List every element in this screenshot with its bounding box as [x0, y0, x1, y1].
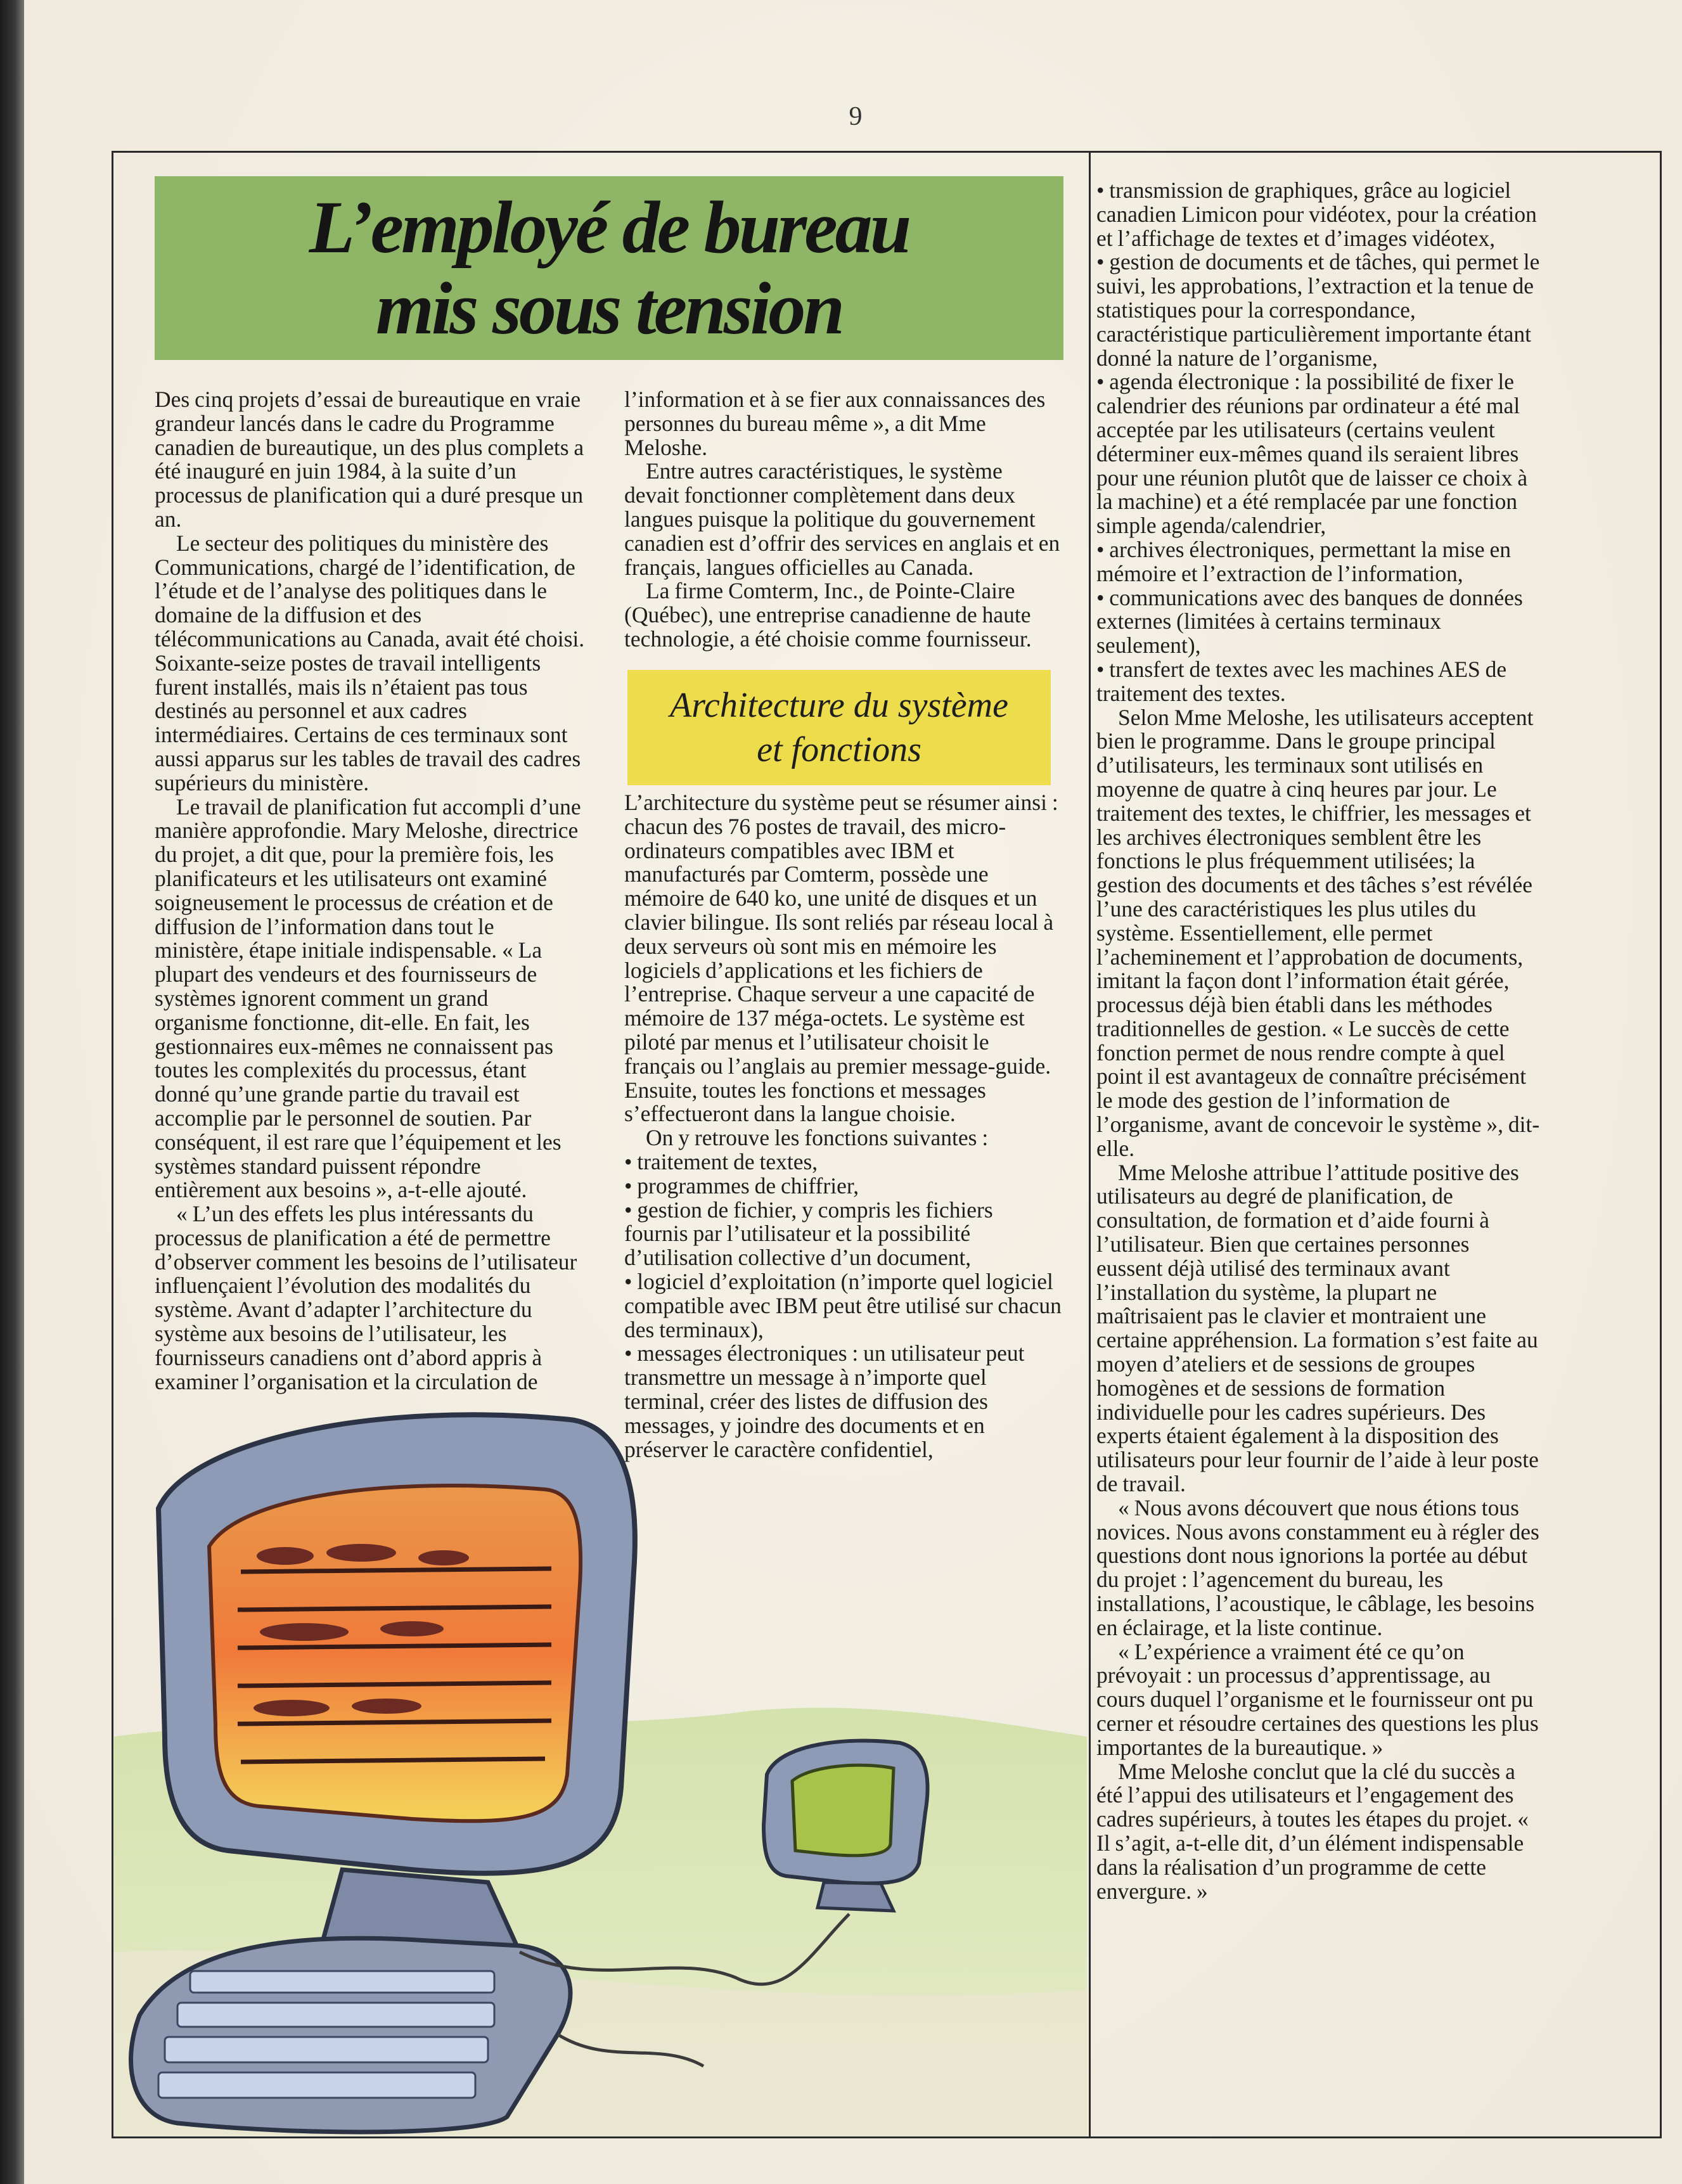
paragraph: Le secteur des politiques du ministère des Communications, chargé de l’identification, de l’étude et de l’analyse des politiques dans le domaine de la diffusion et des télécommunications au Canada, avait été choisi. Soixante-seize postes de travail intelligents furent installés, mais ils n’étaient pas tous destinés au personnel et aux cadres intermédiaires. Certains de ces terminaux sont aussi apparus sur les tables de travail des cadres supérieurs du ministère. — [155, 530, 585, 795]
bullet-item: • gestion de fichier, y compris les fichiers fournis par l’utilisateur et la possibilité d’utilisation collective d’un document, — [624, 1197, 993, 1271]
bullet-item: • transmission de graphiques, grâce au logiciel canadien Limicon pour vidéotex, pour la création et l’affichage de textes et d’images vidéotex, — [1096, 177, 1537, 251]
article-column-1 — [155, 388, 586, 1394]
paragraph: Le travail de planification fut accompli d’une manière approfondie. Mary Meloshe, directrice du projet, a dit que, pour la première fois, les planificateurs et les utilisateurs ont examiné soigneusement le processus de création et de diffusion de l’information dans tout le ministère, étape initiale indispensable. « La plupart des vendeurs et des fournisseurs de systèmes ignorent comment un grand organisme fonctionne, dit-elle. En fait, les gestionnaires eux-mêmes ne connaissent pas toutes les complexités du processus, étant donné qu’une grande partie du travail est accomplie par le personnel de soutien. Par conséquent, il est rare que l’équipement et les systèmes standard puissent répondre entièrement aux besoins », a-t-elle ajouté. — [155, 793, 581, 1203]
headline-line-1: L’employé de bureau — [309, 186, 909, 269]
bullet-item: • gestion de documents et de tâches, qui permet le suivi, les approbations, l’extraction et la tenue de statistiques pour la correspondance, caractéristique particulièrement importante étant donné la nature de l’organisme, — [1096, 249, 1540, 371]
article-column-2-top — [624, 388, 1062, 652]
paragraph: l’information et à se fier aux connaissances des personnes du bureau même », a dit Mme Meloshe. — [624, 387, 1046, 460]
bullet-item: • archives électroniques, permettant la mise en mémoire et l’extraction de l’information, — [1096, 536, 1512, 586]
paragraph: On y retrouve les fonctions suivantes : — [646, 1125, 989, 1151]
bullet-item: • communications avec des banques de données externes (limitées à certains terminaux seulement), — [1096, 584, 1523, 658]
paragraph: Entre autres caractéristiques, le système devait fonctionner complètement dans deux langues puisque la politique du gouvernement canadien est d’offrir des services en anglais et en français, langues officielles au Canada. — [624, 458, 1060, 580]
column-divider — [1089, 151, 1091, 2138]
paragraph: « Nous avons découvert que nous étions tous novices. Nous avons constamment eu à régler des questions dont nous ignorions la portée au début du projet : l’agencement du bureau, les installations, l’acoustique, le câblage, les besoins en éclairage, et la liste continue. — [1096, 1494, 1539, 1640]
keyboard — [131, 1938, 571, 2132]
bullet-item: • transfert de textes avec les machines AES de traitement des textes. — [1096, 656, 1507, 706]
headline-line-2: mis sous tension — [375, 267, 843, 350]
bullet-item: • agenda électronique : la possibilité de fixer le calendrier des réunions par ordinateur a été mal acceptée par les utilisateurs (certains veulent déterminer eux-mêmes quand ils seraient libres pour une réunion plutôt que de laisser ce choix à la machine) et a été remplacée par une fonction simple agenda/calendrier, — [1096, 369, 1528, 539]
paragraph: Mme Meloshe conclut que la clé du succès a été l’appui des utilisateurs et l’engagement des cadres supérieurs, à toutes les étapes du projet. « Il s’agit, a-t-elle dit, d’un élément indispensable dans la réalisation d’un programme de cette envergure. » — [1096, 1758, 1529, 1904]
paragraph: La firme Comterm, Inc., de Pointe-Claire (Québec), une entreprise canadienne de haute technologie, a été choisie comme fournisseur. — [624, 578, 1032, 652]
subheading-line-2: et fonctions — [757, 730, 921, 769]
paragraph: Mme Meloshe attribue l’attitude positive des utilisateurs au degré de planification, de consultation, de formation et d’aide fourni à l’utilisateur. Bien que certaines personnes eussent déjà utilisé des terminaux avant l’installation du système, la plupart ne maîtrisaient pas le clavier et montraient une certaine appréhension. La formation s’est faite au moyen d’ateliers et de sessions de groupes homogènes et de sessions de formation individuelle pour les cadres supérieurs. Des experts étaient également à la disposition des utilisateurs pour leur fournir de l’aide à leur poste de travail. — [1096, 1159, 1539, 1497]
paragraph: « L’un des effets les plus intéressants du processus de planification a été de permettre d’observer comment les besoins de l’utilisateur influençaient l’évolution des modalités du système. Avant d’adapter l’architecture du système aux besoins de l’utilisateur, les fournisseurs canadiens ont d’abord appris à examiner l’organisation et la circulation de — [155, 1201, 577, 1394]
subheading-box — [627, 670, 1051, 785]
bullet-item: • programmes de chiffrier, — [624, 1172, 859, 1198]
bullet-item: • messages électroniques : un utilisateur peut transmettre un message à n’importe quel terminal, créer des listes de diffusion des messages, y joindre des documents et en préserver le caractère confidentiel, — [624, 1340, 1025, 1462]
headline-banner — [155, 176, 1063, 360]
article-column-2-bottom — [624, 791, 1062, 1461]
paragraph: L’architecture du système peut se résumer ainsi : chacun des 76 postes de travail, des micro-ordinateurs compatibles avec IBM et manufacturés par Comterm, possède une mémoire de 640 ko, une unité de disques et un clavier bilingue. Ils sont reliés par réseau local à deux serveurs où sont mis en mémoire les logiciels d’applications et les fichiers de l’entreprise. Chaque serveur a une capacité de mémoire de 137 méga-octets. Le système est piloté par menus et l’utilisateur choisit le français ou l’anglais au premier message-guide. Ensuite, toutes les fonctions et messages s’effectueront dans la langue choisie. — [624, 790, 1058, 1127]
bullet-item: • traitement de textes, — [624, 1148, 818, 1174]
paragraph: « L’expérience a vraiment été ce qu’on prévoyait : un processus d’apprentissage, au cours duquel l’organisme et le fournisseur ont pu cerner et résoudre certaines des questions les plus importantes de la bureautique. » — [1096, 1638, 1539, 1760]
page-number: 9 — [849, 102, 863, 131]
paragraph: Selon Mme Meloshe, les utilisateurs acceptent bien le programme. Dans le groupe principal d’utilisateurs, les terminaux sont utilisés en moyenne de quatre à cinq heures par jour. Le traitement des textes, le chiffrier, les messages et les archives électroniques semblent être les fonctions le plus fréquemment utilisées; la gestion des documents et des tâches s’est révélée l’une des caractéristiques les plus utiles du système. Essentiellement, elle permet l’acheminement et l’approbation de documents, imitant la façon dont l’information était gérée, processus déjà bien établi dans les méthodes traditionnelles de gestion. « Le succès de cette fonction permet de nous rendre compte à quel point il est avantageux de connaître précisément le mode des gestion de l’information de l’organisme, avant de concevoir le système », dit-elle. — [1096, 704, 1540, 1161]
subheading-line-1: Architecture du système — [670, 686, 1008, 725]
paragraph: Des cinq projets d’essai de bureautique en vraie grandeur lancés dans le cadre du Programme canadien de bureautique, un des plus complets a été inauguré en juin 1984, à la suite d’un processus de planification qui a duré presque un an. — [155, 387, 584, 532]
article-column-3 — [1096, 179, 1540, 1903]
computer-illustration — [114, 1382, 1087, 2136]
bullet-item: • logiciel d’exploitation (n’importe quel logiciel compatible avec IBM peut être utilisé sur chacun des terminaux), — [624, 1268, 1062, 1342]
